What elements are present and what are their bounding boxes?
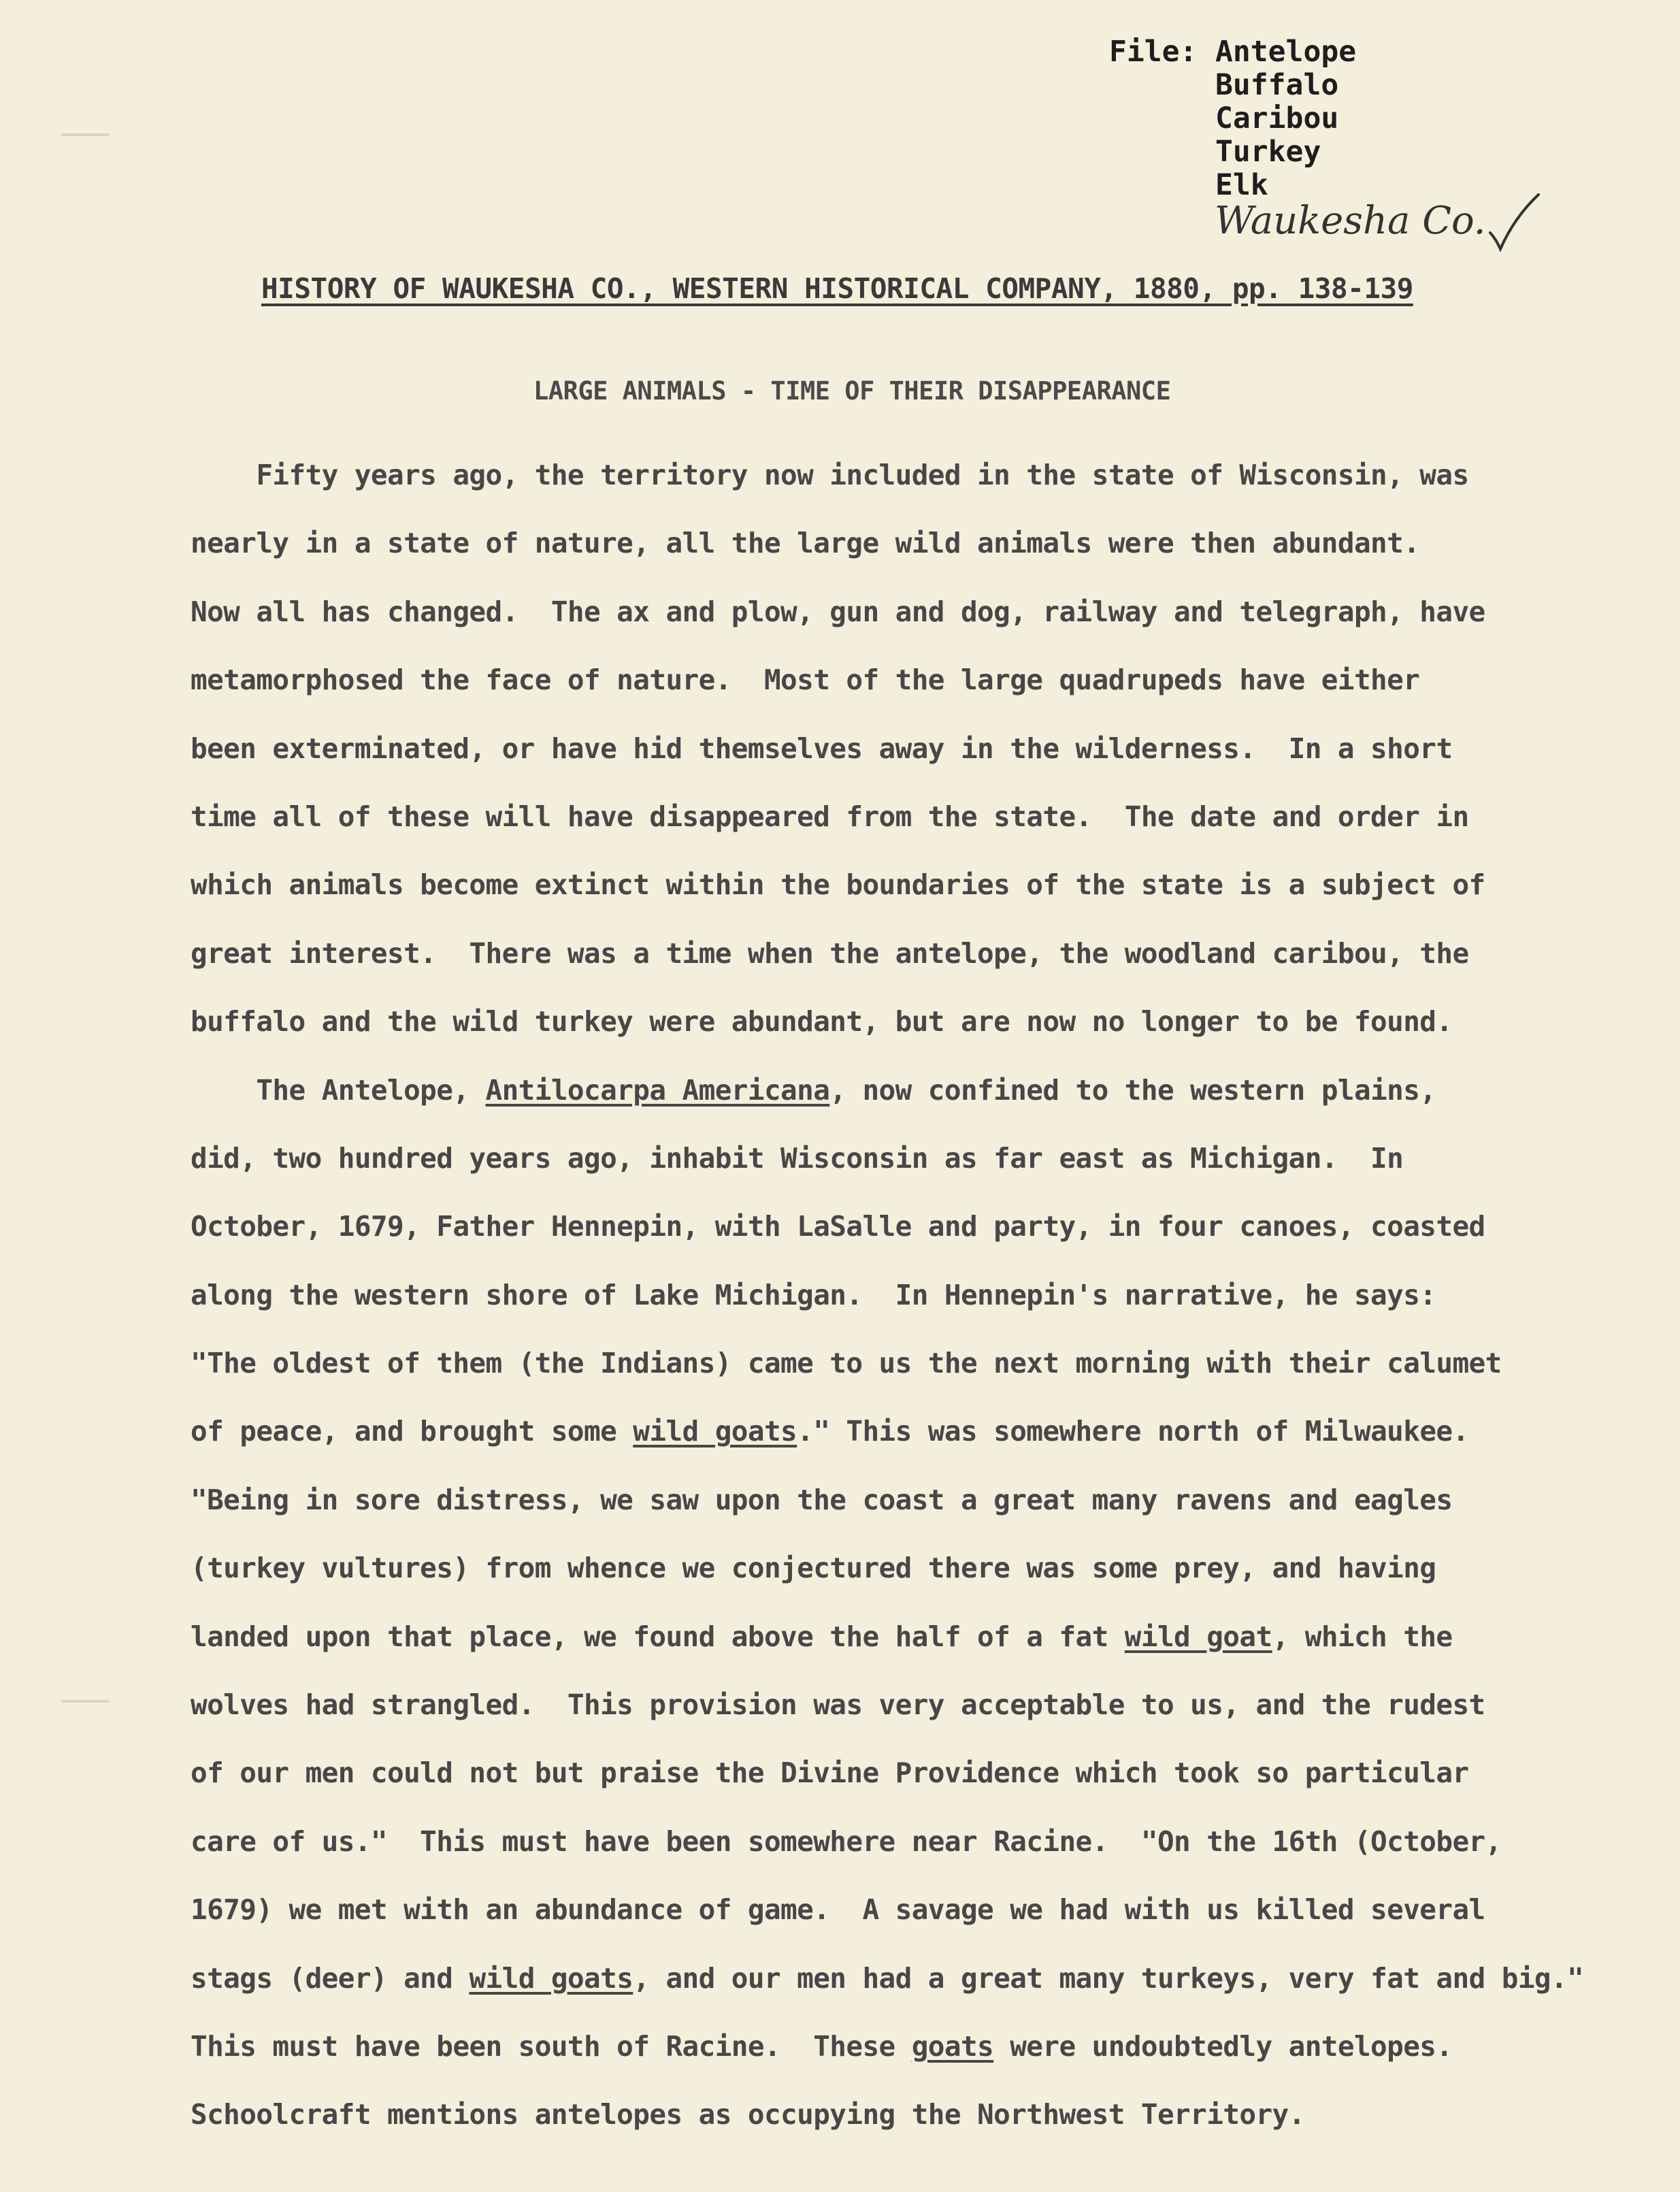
file-entry: Turkey <box>1215 135 1321 169</box>
text-segment: , and our men had a great many turkeys, very fat and big." <box>633 1961 1584 1995</box>
text-line: metamorphosed the face of nature. Most of the large quadrupeds have either <box>191 664 1420 697</box>
underlined-term: goats <box>911 2029 994 2063</box>
file-index <box>1109 35 1356 202</box>
text-line <box>191 1603 1551 1671</box>
text-line: of our men could not but praise the Divine Providence which took so particular <box>191 1756 1469 1790</box>
text-segment: landed upon that place, we found above the half of a fat <box>191 1620 1125 1653</box>
text-segment: This must have been south of Racine. These <box>191 2029 912 2063</box>
file-entry: Antelope <box>1215 35 1357 69</box>
text-line: did, two hundred years ago, inhabit Wisconsin as far east as Michigan. In <box>191 1141 1404 1175</box>
text-line: along the western shore of Lake Michigan. In Hennepin's narrative, he says: <box>191 1278 1436 1311</box>
body-text <box>191 441 1584 2149</box>
text-line: October, 1679, Father Hennepin, with LaSalle and party, in four canoes, coasted <box>191 1210 1485 1243</box>
text-segment: , now confined to the western plains, <box>829 1073 1436 1107</box>
text-line <box>191 1397 1551 1465</box>
text-segment: The Antelope, <box>191 1073 486 1107</box>
underlined-term: wild goats <box>469 1961 633 1995</box>
text-line: Schoolcraft mentions antelopes as occupying the Northwest Territory. <box>191 2098 1305 2131</box>
text-segment: ." This was somewhere north of Milwaukee. <box>797 1415 1469 1448</box>
section-heading: LARGE ANIMALS - TIME OF THEIR DISAPPEARANCE <box>533 376 1171 406</box>
text-line: care of us." This must have been somewhere near Racine. "On the 16th (October, <box>191 1825 1502 1858</box>
margin-mark <box>61 1700 109 1703</box>
file-label: File: <box>1109 35 1198 69</box>
text-line: 1679) we met with an abundance of game. A savage we had with us killed several <box>191 1893 1485 1927</box>
file-entry: Elk <box>1215 168 1268 202</box>
text-line: "The oldest of them (the Indians) came to us the next morning with their calumet <box>191 1347 1502 1380</box>
text-line: Now all has changed. The ax and plow, gun and dog, railway and telegraph, have <box>191 595 1485 628</box>
checkmark-icon <box>1487 191 1541 252</box>
text-line: (turkey vultures) from whence we conjectured there was some prey, and having <box>191 1552 1436 1585</box>
text-line <box>191 1944 1584 2012</box>
text-line: been exterminated, or have hid themselves away in the wilderness. In a short <box>191 732 1453 765</box>
underlined-term: Antilocarpa Americana <box>485 1073 830 1107</box>
margin-mark <box>61 133 109 136</box>
file-entry: Buffalo <box>1215 68 1339 102</box>
text-line <box>191 2012 1551 2080</box>
text-segment: were undoubtedly antelopes. <box>993 2029 1453 2063</box>
text-line: buffalo and the wild turkey were abundant, but are now no longer to be found. <box>191 1005 1453 1038</box>
text-line: which animals become extinct within the boundaries of the state is a subject of <box>191 868 1485 902</box>
text-line: Fifty years ago, the territory now included in the state of Wisconsin, was <box>191 459 1469 491</box>
file-entry: Caribou <box>1215 101 1339 135</box>
text-line: nearly in a state of nature, all the large wild animals were then abundant. <box>191 527 1420 560</box>
document-title: HISTORY OF WAUKESHA CO., WESTERN HISTORICAL COMPANY, 1880, pp. 138-139 <box>261 272 1413 305</box>
text-line: time all of these will have disappeared from the state. The date and order in <box>191 800 1469 833</box>
text-segment: stags (deer) and <box>191 1961 470 1995</box>
text-segment: of peace, and brought some <box>191 1415 633 1448</box>
text-line <box>191 1056 1551 1124</box>
underlined-term: wild goats <box>633 1415 797 1448</box>
text-line: wolves had strangled. This provision was very acceptable to us, and the rudest <box>191 1688 1485 1722</box>
text-line: great interest. There was a time when the antelope, the woodland caribou, the <box>191 936 1469 970</box>
text-segment: , which the <box>1272 1620 1453 1653</box>
handwritten-note: Waukesha Co. <box>1215 199 1486 243</box>
text-line: "Being in sore distress, we saw upon the coast a great many ravens and eagles <box>191 1483 1453 1516</box>
underlined-term: wild goat <box>1124 1620 1272 1653</box>
